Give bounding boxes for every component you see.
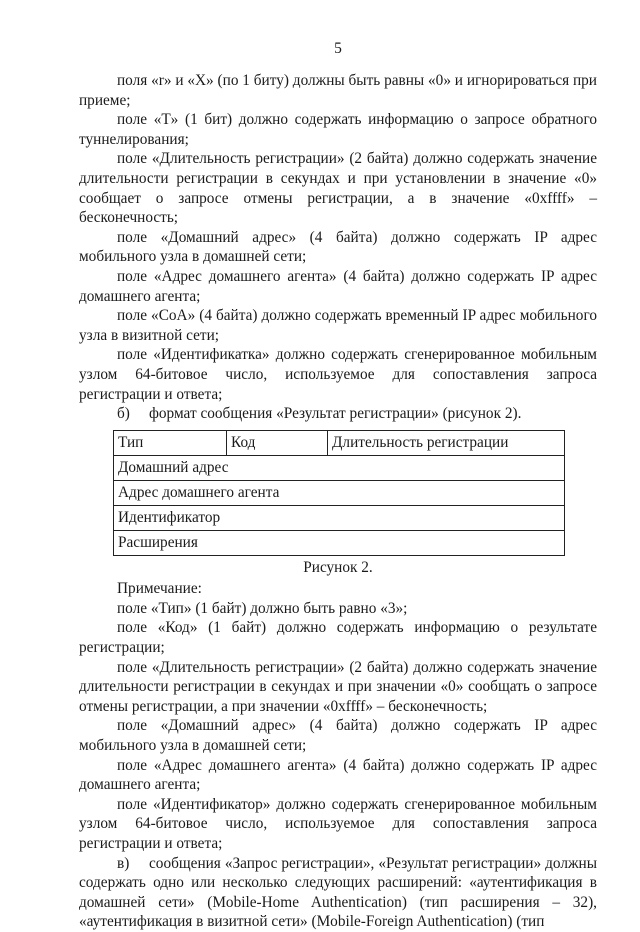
document-body bbox=[79, 71, 597, 932]
table-cell-extensions: Расширения bbox=[114, 530, 565, 555]
paragraph: поле «Домашний адрес» (4 байта) должно содержать IP адрес мобильного узла в домашней сети; bbox=[79, 228, 597, 266]
paragraph: поле «Адрес домашнего агента» (4 байта) должно содержать IP адрес домашнего агента; bbox=[79, 267, 597, 305]
table-cell-code: Код bbox=[227, 430, 328, 455]
list-item-text: формат сообщения «Результат регистрации» (рисунок 2). bbox=[149, 405, 522, 423]
table-row bbox=[114, 455, 565, 480]
paragraph: поле «CoA» (4 байта) должно содержать временный IP адрес мобильного узла в визитной сети; bbox=[79, 307, 597, 344]
figure-caption: Рисунок 2. bbox=[303, 558, 373, 576]
table-row bbox=[114, 530, 565, 555]
table-row bbox=[114, 480, 565, 505]
table-cell-type: Тип bbox=[114, 430, 227, 455]
table-cell-lifetime: Длительность регистрации bbox=[328, 430, 565, 455]
table-row bbox=[114, 430, 565, 455]
paragraph: поле «Идентификатка» должно содержать сгенерированное мобильным узлом 64-битовое число, используемое для сопоставления запроса регистрации и ответа; bbox=[79, 346, 597, 403]
paragraph: поля «r» и «X» (по 1 биту) должны быть равны «0» и игнорироваться при приеме; bbox=[79, 72, 597, 109]
note-label: Примечание: bbox=[117, 580, 202, 598]
paragraph: поле «Длительность регистрации» (2 байта) должно содержать значение длительности регистрации в секундах и при значении «0» сообщать о запросе отмены регистрации, а при значении «0xffff» – бесконечность; bbox=[79, 658, 597, 715]
list-marker: б) bbox=[117, 405, 130, 423]
table-row bbox=[114, 505, 565, 530]
table-cell-identifier: Идентификатор bbox=[114, 505, 565, 530]
list-item-b bbox=[79, 404, 597, 424]
table-cell-home-agent: Адрес домашнего агента bbox=[114, 480, 565, 505]
paragraph: поле «Домашний адрес» (4 байта) должно содержать IP адрес мобильного узла в домашней сети; bbox=[79, 717, 597, 755]
paragraph: поле «Идентификатор» должно содержать сгенерированное мобильным узлом 64-битовое число, используемое для сопоставления запроса регистрации и ответа; bbox=[79, 795, 597, 852]
paragraph: поле «Код» (1 байт) должно содержать информацию о результате регистрации; bbox=[79, 619, 597, 657]
paragraph: поле «Длительность регистрации» (2 байта) должно содержать значение длительности регистрации в секундах и при установлении в значение «0» сообщает о запросе отмены регистрации, а в значение «0xffff» – бесконечность; bbox=[79, 150, 597, 227]
registration-result-format-table bbox=[113, 430, 565, 556]
list-marker: в) bbox=[117, 854, 130, 872]
paragraph: поле «Тип» (1 байт) должно быть равно «3»; bbox=[117, 599, 408, 617]
page-number: 5 bbox=[334, 40, 342, 57]
list-item-c bbox=[79, 854, 597, 932]
list-item-text: сообщения «Запрос регистрации», «Результат регистрации» должны содержать одно или несколько следующих расширений: «аутентификация в домашней сети» (Mobile-Home Authentication) (тип расширения – 32), «аутентификация в визитной сети» (Mobile-Foreign Authentication) (тип bbox=[79, 854, 597, 931]
table-cell-home-address: Домашний адрес bbox=[114, 455, 565, 480]
paragraph: поле «Адрес домашнего агента» (4 байта) должно содержать IP адрес домашнего агента; bbox=[79, 756, 597, 794]
paragraph: поле «T» (1 бит) должно содержать информацию о запросе обратного туннелирования; bbox=[79, 111, 597, 148]
